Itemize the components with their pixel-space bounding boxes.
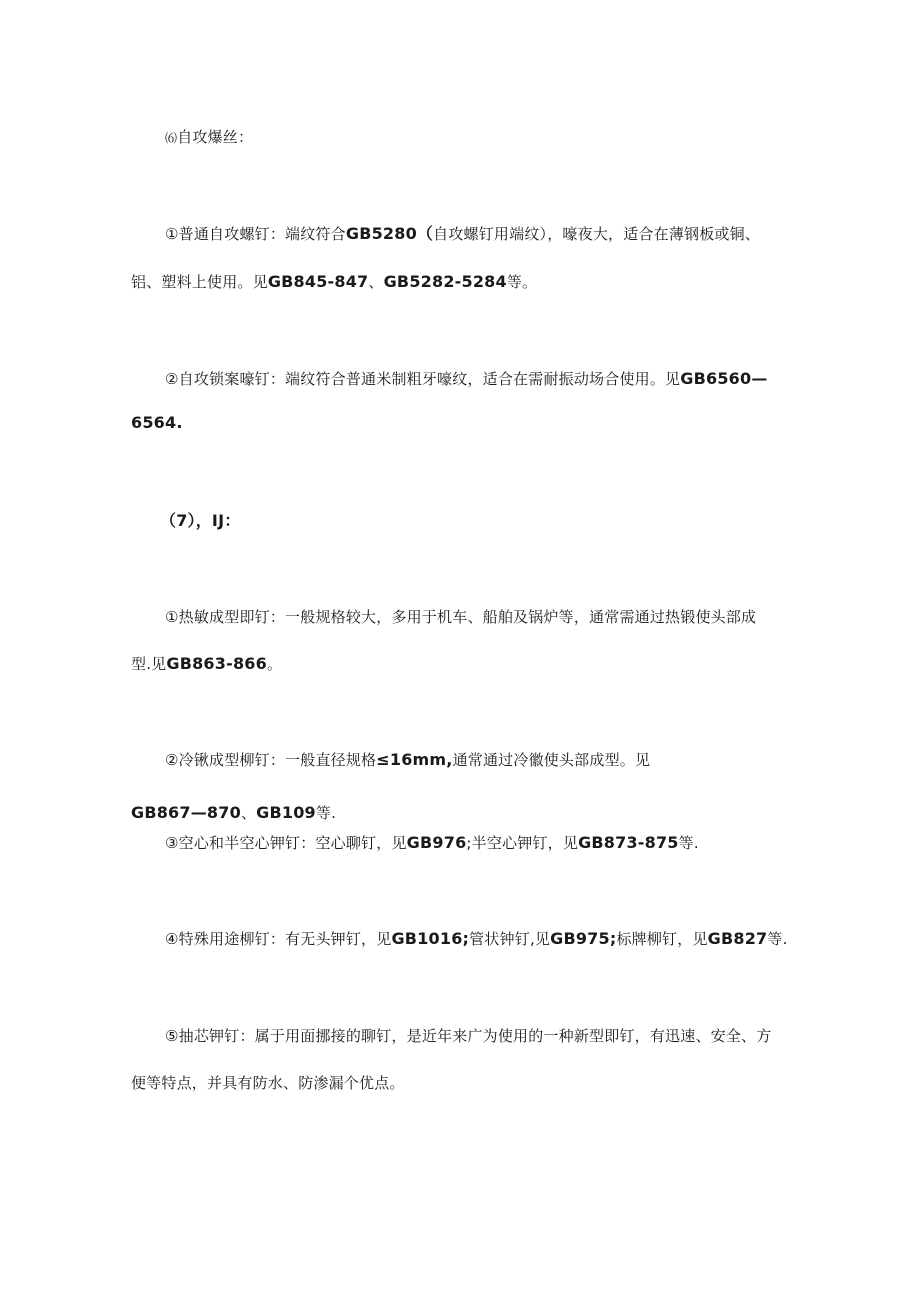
standard-code: GB827 [707,929,768,948]
item-marker: ① [165,225,179,243]
standard-code: GB845-847 [267,272,369,291]
item-marker: ④ [165,930,179,948]
s6-item1-line2: 铝、塑料上使用。见GB845-847、GB5282-5284等。 [131,272,538,291]
s7-item5-line1: ⑤抽芯钾钉：属于用面挪接的聊钉，是近年来广为使用的一种新型即钉，有迅速、安全、方 [165,1027,772,1045]
size-spec: ≤16mm, [376,750,453,769]
standard-code: GB867—870 [131,803,241,822]
item-marker: ③ [165,834,179,852]
standard-code: GB976 [406,833,467,852]
section-6-heading [165,127,253,148]
standard-code: 6564. [131,413,183,432]
section-6-title: 自攻爆丝： [177,128,254,146]
s7-item3-line1: ③空心和半空心钾钉：空心聊钉，见GB976;半空心钾钉，见GB873-875等. [165,833,699,852]
item-marker: ⑤ [165,1027,179,1045]
s7-item1-line1: ①热敏成型即钉：一般规格较大，多用于机车、船舶及锅炉等，通常需通过热锻使头部成 [165,608,757,626]
s7-item2-line2: GB867—870、GB109等. [131,803,337,822]
standard-code: GB1016; [391,929,470,948]
standard-code: GB6560— [680,369,768,388]
s7-item5-line2: 便等特点，并具有防水、防渗漏个优点。 [131,1074,405,1092]
standard-code: GB873-875 [578,833,679,852]
standard-code: GB975; [550,929,617,948]
standard-code: GB5280 [345,224,417,243]
section-7-heading: （7），IJ： [160,511,241,530]
s6-item1-line1: ①普通自攻螺钉：端纹符合GB5280（自攻螺钉用端纹），嚎夜大，适合在薄钢板或铜、 [165,224,761,243]
item-marker: ② [165,751,179,769]
item-marker: ② [165,370,179,388]
section-6-number: ⑹ [165,131,178,145]
s6-item2-line2 [131,413,183,433]
standard-code: GB863-866 [166,654,267,673]
standard-code: GB109 [256,803,316,822]
s7-item1-line2: 型.见GB863-866。 [131,654,283,673]
s6-item2-line1: ②自攻锁案嚎钉：端纹符合普通米制粗牙嚎纹，适合在需耐振动场合使用。见GB6560— [165,369,768,388]
s7-item2-line1: ②冷锹成型柳钉：一般直径规格≤16mm,通常通过冷徽使头部成型。见 [165,750,651,769]
s7-item4-line1: ④特殊用途柳钉：有无头钾钉，见GB1016;管状钟钉,见GB975;标牌柳钉，见GB827等. [165,929,788,948]
item-marker: ① [165,608,179,626]
standard-code: GB5282-5284 [383,272,507,291]
